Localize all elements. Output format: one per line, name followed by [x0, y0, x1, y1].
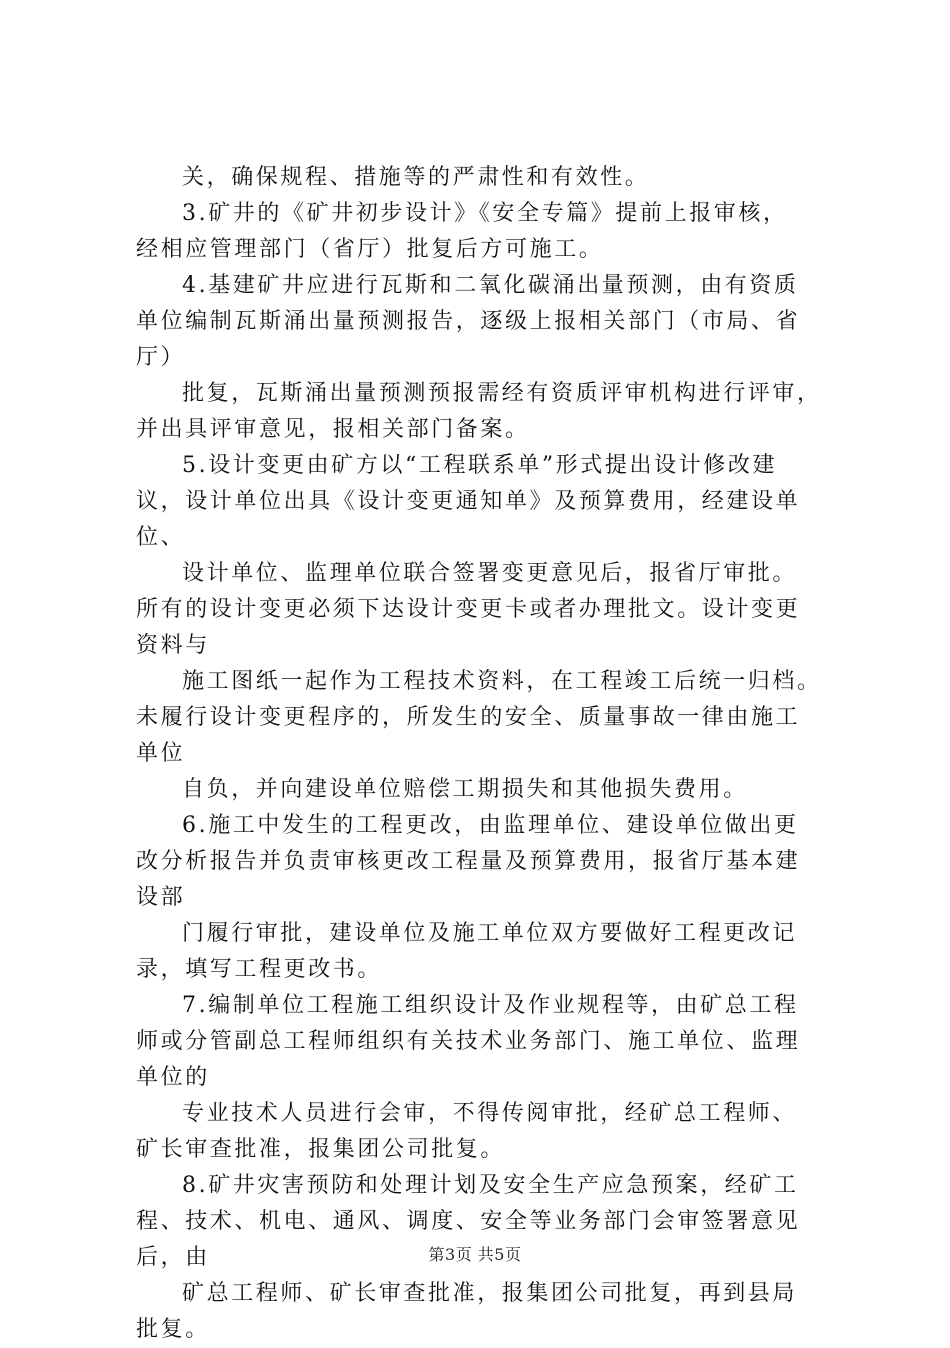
text-line: 3.矿井的《矿井初步设计》《安全专篇》提前上报审核， — [182, 201, 788, 226]
text-line: 位、 — [136, 525, 186, 550]
text-line: 8.矿井灾害预防和处理计划及安全生产应急预案，经矿工 — [182, 1173, 799, 1198]
text-line: 门履行审批，建设单位及施工单位双方要做好工程更改记 — [182, 921, 798, 946]
text-line: 自负，并向建设单位赔偿工期损失和其他损失费用。 — [182, 777, 748, 802]
text-line: 单位编制瓦斯涌出量预测报告，逐级上报相关部门（市局、省 — [136, 309, 801, 334]
text-line: 设部 — [136, 885, 186, 910]
text-line: 施工图纸一起作为工程技术资料，在工程竣工后统一归档。 — [182, 669, 822, 694]
text-line: 批复，瓦斯涌出量预测预报需经有资质评审机构进行评审， — [182, 381, 822, 406]
text-line: 6.施工中发生的工程更改，由监理单位、建设单位做出更 — [182, 813, 799, 838]
text-line: 后，由 — [136, 1245, 210, 1270]
text-line: 并出具评审意见，报相关部门备案。 — [136, 417, 530, 442]
document-body — [136, 160, 836, 1348]
text-line: 关，确保规程、措施等的严肃性和有效性。 — [182, 165, 650, 190]
text-line: 4.基建矿井应进行瓦斯和二氧化碳涌出量预测，由有资质 — [182, 273, 799, 298]
text-line: 改分析报告并负责审核更改工程量及预算费用，报省厅基本建 — [136, 849, 801, 874]
text-line: 7.编制单位工程施工组织设计及作业规程等，由矿总工程 — [182, 993, 799, 1018]
text-line: 未履行设计变更程序的，所发生的安全、质量事故一律由施工 — [136, 705, 801, 730]
text-line: 资料与 — [136, 633, 210, 658]
text-line: 设计单位、监理单位联合签署变更意见后，报省厅审批。 — [182, 561, 798, 586]
text-line: 经相应管理部门（省厅）批复后方可施工。 — [136, 237, 604, 262]
text-line: 程、技术、机电、通风、调度、安全等业务部门会审签署意见 — [136, 1209, 801, 1234]
page-footer — [0, 1242, 950, 1265]
text-line: 所有的设计变更必须下达设计变更卡或者办理批文。设计变更 — [136, 597, 801, 622]
text-line: 单位 — [136, 741, 186, 766]
text-line: 5.设计变更由矿方以“工程联系单”形式提出设计修改建 — [182, 453, 778, 478]
text-line: 议，设计单位出具《设计变更通知单》及预算费用，经建设单 — [136, 489, 801, 514]
page-number-label: 第3页 共5页 — [428, 1245, 522, 1264]
text-line: 矿总工程师、矿长审查批准，报集团公司批复，再到县局 — [182, 1281, 798, 1306]
text-line: 师或分管副总工程师组织有关技术业务部门、施工单位、监理 — [136, 1029, 801, 1054]
text-line: 矿长审查批准，报集团公司批复。 — [136, 1137, 506, 1162]
text-line: 单位的 — [136, 1065, 210, 1090]
text-line: 录，填写工程更改书。 — [136, 957, 383, 982]
text-line: 专业技术人员进行会审，不得传阅审批，经矿总工程师、 — [182, 1101, 798, 1126]
text-line: 批复。 — [136, 1317, 210, 1342]
text-line: 厅） — [136, 345, 186, 370]
